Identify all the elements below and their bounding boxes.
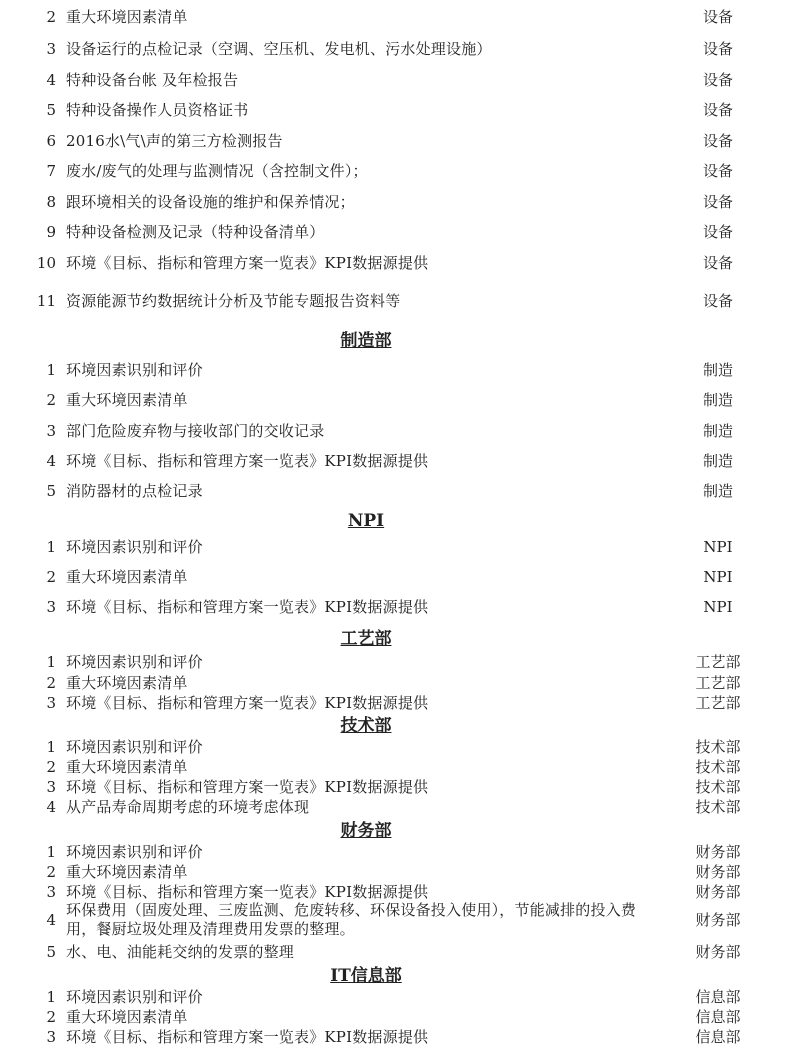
list-item <box>0 737 800 757</box>
item-text: 重大环境因素清单 <box>66 391 188 409</box>
item-text: 消防器材的点检记录 <box>66 482 203 500</box>
list-item <box>0 797 800 817</box>
item-department: 设备 <box>702 162 733 180</box>
item-number: 2 <box>46 8 56 26</box>
item-department: 设备 <box>702 292 733 310</box>
item-department: 制造 <box>702 422 733 440</box>
item-number: 1 <box>46 361 56 379</box>
item-number: 6 <box>46 132 56 150</box>
list-item <box>0 253 800 273</box>
list-item <box>0 222 800 242</box>
item-department: 财务部 <box>695 911 741 929</box>
item-department: 技术部 <box>695 798 741 816</box>
item-department: 设备 <box>702 40 733 58</box>
item-department: 信息部 <box>695 1008 741 1026</box>
section-heading: IT信息部 <box>330 966 402 986</box>
item-number: 4 <box>46 452 56 470</box>
item-text: 设备运行的点检记录（空调、空压机、发电机、污水处理设施） <box>66 40 492 58</box>
item-text: 2016水\气\声的第三方检测报告 <box>66 132 283 150</box>
item-department: 信息部 <box>695 988 741 1006</box>
item-number: 10 <box>36 254 56 272</box>
item-department: 技术部 <box>695 778 741 796</box>
list-item <box>0 901 800 939</box>
item-text: 部门危险废弃物与接收部门的交收记录 <box>66 422 325 440</box>
item-text: 从产品寿命周期考虑的环境考虑体现 <box>66 798 310 816</box>
item-number: 5 <box>46 482 56 500</box>
list-item <box>0 1007 800 1027</box>
list-item <box>0 842 800 862</box>
list-item <box>0 567 800 587</box>
item-number: 2 <box>46 391 56 409</box>
item-text: 跟环境相关的设备设施的维护和保养情况； <box>66 193 355 211</box>
item-text: 废水/废气的处理与监测情况（含控制文件）； <box>66 162 368 180</box>
list-item <box>0 1027 800 1047</box>
item-number: 2 <box>46 674 56 692</box>
item-text: 重大环境因素清单 <box>66 1008 188 1026</box>
item-text: 环境《目标、指标和管理方案一览表》KPI数据源提供 <box>66 694 429 712</box>
list-item <box>0 757 800 777</box>
item-department: 制造 <box>702 482 733 500</box>
item-number: 7 <box>46 162 56 180</box>
list-item <box>0 942 800 962</box>
item-number: 5 <box>46 943 56 961</box>
list-item <box>0 291 800 311</box>
item-number: 3 <box>46 883 56 901</box>
list-item <box>0 451 800 471</box>
item-department: 制造 <box>702 391 733 409</box>
item-department: 设备 <box>702 132 733 150</box>
item-text: 环境因素识别和评价 <box>66 361 203 379</box>
list-item <box>0 882 800 902</box>
section-heading: 工艺部 <box>340 629 392 649</box>
section-heading: 技术部 <box>340 716 392 736</box>
item-number: 2 <box>46 758 56 776</box>
item-text: 环境因素识别和评价 <box>66 653 203 671</box>
item-text: 特种设备台帐 及年检报告 <box>66 71 239 89</box>
section-heading: NPI <box>347 511 385 531</box>
item-department: 财务部 <box>695 883 741 901</box>
item-number: 2 <box>46 1008 56 1026</box>
item-text: 特种设备检测及记录（特种设备清单） <box>66 223 325 241</box>
list-item <box>0 537 800 557</box>
list-item <box>0 862 800 882</box>
list-item <box>0 100 800 120</box>
item-text: 水、电、油能耗交纳的发票的整理 <box>66 943 295 961</box>
item-department: NPI <box>703 568 733 586</box>
item-text: 环境《目标、指标和管理方案一览表》KPI数据源提供 <box>66 778 429 796</box>
item-number: 1 <box>46 538 56 556</box>
item-text: 重大环境因素清单 <box>66 568 188 586</box>
item-number: 5 <box>46 101 56 119</box>
item-number: 9 <box>46 223 56 241</box>
item-department: 设备 <box>702 193 733 211</box>
item-text: 环境因素识别和评价 <box>66 738 203 756</box>
item-department: 设备 <box>702 101 733 119</box>
list-item <box>0 652 800 672</box>
item-text: 特种设备操作人员资格证书 <box>66 101 249 119</box>
list-item <box>0 70 800 90</box>
item-text: 环境因素识别和评价 <box>66 988 203 1006</box>
item-text: 环境因素识别和评价 <box>66 538 203 556</box>
item-number: 8 <box>46 193 56 211</box>
item-number: 4 <box>46 911 56 929</box>
item-department: 工艺部 <box>695 694 741 712</box>
item-number: 1 <box>46 988 56 1006</box>
list-item <box>0 131 800 151</box>
list-item <box>0 987 800 1007</box>
list-item <box>0 693 800 713</box>
list-item <box>0 597 800 617</box>
item-number: 3 <box>46 40 56 58</box>
item-text: 环境《目标、指标和管理方案一览表》KPI数据源提供 <box>66 1028 429 1046</box>
item-department: 财务部 <box>695 843 741 861</box>
item-number: 3 <box>46 694 56 712</box>
item-department: 制造 <box>702 361 733 379</box>
item-number: 4 <box>46 71 56 89</box>
list-item <box>0 161 800 181</box>
list-item <box>0 673 800 693</box>
list-item <box>0 192 800 212</box>
item-department: NPI <box>703 598 733 616</box>
item-text: 环境《目标、指标和管理方案一览表》KPI数据源提供 <box>66 883 429 901</box>
item-number: 1 <box>46 653 56 671</box>
item-number: 11 <box>36 292 56 310</box>
section-heading: 制造部 <box>340 331 392 351</box>
item-number: 3 <box>46 1028 56 1046</box>
item-text: 重大环境因素清单 <box>66 674 188 692</box>
item-text: 环境因素识别和评价 <box>66 843 203 861</box>
item-department: 设备 <box>702 254 733 272</box>
item-number: 2 <box>46 863 56 881</box>
item-number: 3 <box>46 598 56 616</box>
item-department: 制造 <box>702 452 733 470</box>
item-department: 设备 <box>702 8 733 26</box>
list-item <box>0 777 800 797</box>
item-text: 环境《目标、指标和管理方案一览表》KPI数据源提供 <box>66 254 429 272</box>
item-department: 技术部 <box>695 738 741 756</box>
item-text: 资源能源节约数据统计分析及节能专题报告资料等 <box>66 292 401 310</box>
list-item <box>0 360 800 380</box>
item-text: 重大环境因素清单 <box>66 758 188 776</box>
item-number: 3 <box>46 778 56 796</box>
list-item <box>0 39 800 59</box>
list-item <box>0 481 800 501</box>
section-heading: 财务部 <box>340 821 392 841</box>
item-text: 环境《目标、指标和管理方案一览表》KPI数据源提供 <box>66 452 429 470</box>
item-department: 财务部 <box>695 943 741 961</box>
item-department: 技术部 <box>695 758 741 776</box>
item-department: 设备 <box>702 223 733 241</box>
item-department: 设备 <box>702 71 733 89</box>
item-department: NPI <box>703 538 733 556</box>
list-item <box>0 390 800 410</box>
item-text: 重大环境因素清单 <box>66 863 188 881</box>
item-text: 环保费用（固废处理、三废监测、危废转移、环保设备投入使用），节能减排的投入费用，餐厨垃圾处理及清理费用发票的整理。 <box>66 901 637 938</box>
item-number: 3 <box>46 422 56 440</box>
item-department: 信息部 <box>695 1028 741 1046</box>
item-text: 重大环境因素清单 <box>66 8 188 26</box>
list-item <box>0 7 800 27</box>
item-number: 2 <box>46 568 56 586</box>
item-department: 财务部 <box>695 863 741 881</box>
item-number: 1 <box>46 738 56 756</box>
item-department: 工艺部 <box>695 674 741 692</box>
item-number: 4 <box>46 798 56 816</box>
item-department: 工艺部 <box>695 653 741 671</box>
item-number: 1 <box>46 843 56 861</box>
list-item <box>0 421 800 441</box>
item-text: 环境《目标、指标和管理方案一览表》KPI数据源提供 <box>66 598 429 616</box>
